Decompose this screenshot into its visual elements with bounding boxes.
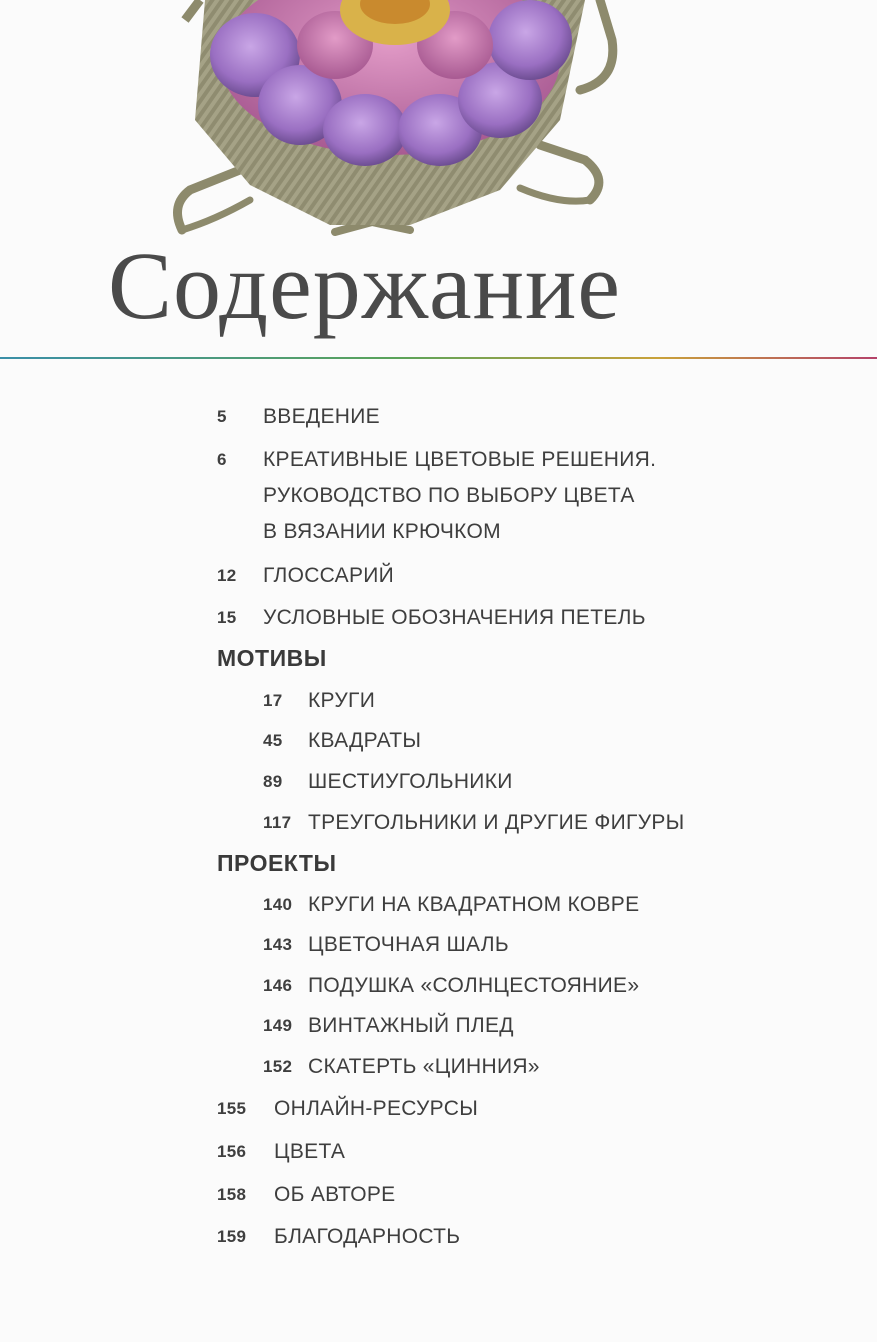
toc-page-number: 6 xyxy=(217,450,227,469)
toc-entry-label: В ВЯЗАНИИ КРЮЧКОМ xyxy=(263,520,501,543)
toc-page-number: 45 xyxy=(263,731,283,750)
toc-page-number: 5 xyxy=(217,407,227,426)
toc-page-number: 149 xyxy=(263,1016,293,1035)
toc-entry-label: ТРЕУГОЛЬНИКИ И ДРУГИЕ ФИГУРЫ xyxy=(308,811,685,834)
section-heading-projects: ПРОЕКТЫ xyxy=(217,850,337,876)
toc-entry-label: РУКОВОДСТВО ПО ВЫБОРУ ЦВЕТА xyxy=(263,484,635,507)
toc-page-number: 158 xyxy=(217,1185,247,1204)
toc-entry-label: ОБ АВТОРЕ xyxy=(274,1183,396,1206)
toc-page-number: 143 xyxy=(263,935,293,954)
toc-page-number: 17 xyxy=(263,691,283,710)
page-title: Содержание xyxy=(108,232,622,339)
toc-entry-label: ЦВЕТА xyxy=(274,1140,346,1163)
toc-page-number: 140 xyxy=(263,895,293,914)
toc-entry-label: УСЛОВНЫЕ ОБОЗНАЧЕНИЯ ПЕТЕЛЬ xyxy=(263,606,646,629)
toc-entry-label: ГЛОССАРИЙ xyxy=(263,564,395,587)
toc-page-number: 159 xyxy=(217,1227,247,1246)
toc-entry-label: ШЕСТИУГОЛЬНИКИ xyxy=(308,770,513,793)
toc-page-number: 146 xyxy=(263,976,293,995)
toc-page-number: 156 xyxy=(217,1142,247,1161)
toc-entry-label: БЛАГОДАРНОСТЬ xyxy=(274,1225,461,1248)
toc-entry-label: ВИНТАЖНЫЙ ПЛЕД xyxy=(308,1014,514,1037)
toc-page-number: 117 xyxy=(263,813,292,832)
toc-entry-label: ПОДУШКА «СОЛНЦЕСТОЯНИЕ» xyxy=(308,974,640,997)
toc-page-number: 12 xyxy=(217,566,237,585)
toc-entry-label: ВВЕДЕНИЕ xyxy=(263,405,380,428)
toc-entry-label: КВАДРАТЫ xyxy=(308,729,422,752)
toc-page-number: 155 xyxy=(217,1099,247,1118)
toc-page-number: 89 xyxy=(263,772,283,791)
toc-page-number: 152 xyxy=(263,1057,293,1076)
toc-entry-label: ОНЛАЙН-РЕСУРСЫ xyxy=(274,1097,479,1120)
toc-entry-label: КРЕАТИВНЫЕ ЦВЕТОВЫЕ РЕШЕНИЯ. xyxy=(263,448,657,471)
section-heading-motifs: МОТИВЫ xyxy=(217,645,327,671)
toc-entry-label: КРУГИ xyxy=(308,689,376,712)
toc-entry-label: ЦВЕТОЧНАЯ ШАЛЬ xyxy=(308,933,509,956)
toc-entry-label: КРУГИ НА КВАДРАТНОМ КОВРЕ xyxy=(308,893,640,916)
toc-page-number: 15 xyxy=(217,608,237,627)
toc-entry-label: СКАТЕРТЬ «ЦИННИЯ» xyxy=(308,1055,540,1078)
